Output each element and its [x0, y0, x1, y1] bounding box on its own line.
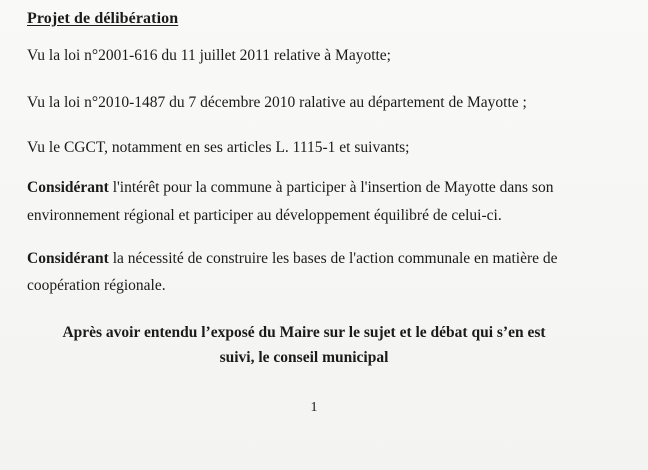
considerant-1-line-1	[27, 179, 553, 197]
closing-statement-line-2: suivi, le conseil municipal	[219, 349, 389, 366]
legal-reference-3: Vu le CGCT, notamment en ses articles L. 1115-1 et suivants;	[27, 139, 410, 156]
considerant-2-text-a: la nécessité de construire les bases de l'action communale en matière de	[108, 250, 558, 267]
considerant-1-text-a: l'intérêt pour la commune à participer à l'insertion de Mayotte dans son	[108, 179, 554, 196]
considerant-2-lead: Considérant	[27, 250, 109, 267]
document-title: Projet de délibération	[27, 10, 179, 27]
considerant-2-line-2: coopération régionale.	[27, 277, 166, 294]
closing-statement-line-1: Après avoir entendu l’exposé du Maire sur le sujet et le débat qui s’en est	[62, 324, 546, 341]
legal-reference-1: Vu la loi n°2001-616 du 11 juillet 2011 relative à Mayotte;	[27, 47, 391, 64]
legal-reference-2: Vu la loi n°2010-1487 du 7 décembre 2010 ralative au département de Mayotte ;	[27, 94, 527, 111]
considerant-2-line-1	[27, 250, 558, 268]
considerant-1-lead: Considérant	[27, 179, 109, 196]
page-number: 1	[310, 400, 318, 415]
considerant-1-line-2: environnement régional et participer au développement équilibré de celui-ci.	[27, 207, 502, 224]
